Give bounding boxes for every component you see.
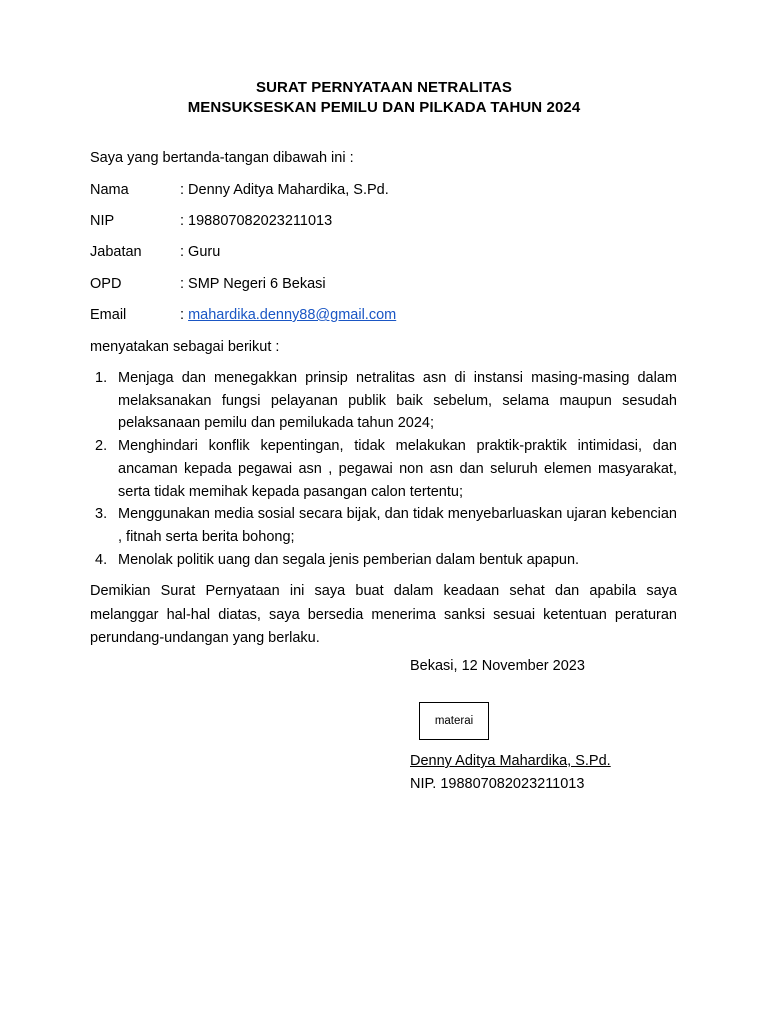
- list-item: [90, 549, 677, 572]
- field-value: : Denny Aditya Mahardika, S.Pd.: [180, 182, 389, 198]
- list-item: [90, 503, 677, 548]
- list-item-number: 4.: [95, 551, 108, 568]
- list-item-number: 1.: [95, 370, 108, 386]
- list-item-number: 3.: [95, 506, 108, 523]
- statement-intro: menyatakan sebagai berikut :: [90, 339, 280, 355]
- list-item-text: Menjaga dan menegakkan prinsip netralitas asn di instansi masing-masing dalam melaksanakan fungsi pelayanan publik baik sebelum, selama maupun sesudah pelaksanaan pemilu dan pemilukada tahun 2024;: [118, 370, 677, 432]
- place-date: Bekasi, 12 November 2023: [410, 658, 585, 674]
- list-item-number: 2.: [95, 438, 108, 455]
- field-label: Nama: [90, 182, 129, 198]
- statement-list: [90, 367, 677, 571]
- field-value: : Guru: [180, 244, 221, 260]
- closing-paragraph: Demikian Surat Pernyataan ini saya buat dalam keadaan sehat dan apabila saya melanggar hal-hal diatas, saya bersedia menerima sanksi sesuai ketentuan peraturan perundang-undangan yang berlaku.: [90, 583, 677, 646]
- field-value: : 198807082023211013: [180, 213, 333, 229]
- document-title-line-1: SURAT PERNYATAAN NETRALITAS: [255, 79, 513, 96]
- field-label: OPD: [90, 276, 122, 292]
- field-value: : SMP Negeri 6 Bekasi: [180, 276, 326, 292]
- field-label: Email: [90, 307, 127, 323]
- materai-stamp-box: [419, 702, 489, 740]
- list-item-text: Menggunakan media sosial secara bijak, dan tidak menyebarluaskan ujaran kebencian , fitnah serta berita bohong;: [118, 506, 677, 545]
- list-item: [90, 367, 677, 435]
- list-item-text: Menolak politik uang dan segala jenis pemberian dalam bentuk apapun.: [118, 551, 580, 568]
- email-link[interactable]: mahardika.denny88@gmail.com: [188, 307, 397, 323]
- list-item-text: Menghindari konflik kepentingan, tidak melakukan praktik-praktik intimidasi, dan ancaman kepada pegawai asn , pegawai non asn dan seluruh elemen masyarakat, serta tidak memihak kepada pasangan calon tertentu;: [118, 438, 677, 500]
- intro-text: Saya yang bertanda-tangan dibawah ini :: [90, 150, 354, 166]
- materai-label: materai: [434, 715, 474, 727]
- field-value-wrapper: [180, 307, 396, 323]
- field-label: NIP: [90, 213, 115, 229]
- signer-nip: NIP. 198807082023211013: [410, 776, 585, 792]
- list-item: [90, 435, 677, 503]
- email-colon: :: [180, 307, 189, 323]
- signer-name: Denny Aditya Mahardika, S.Pd.: [410, 753, 611, 769]
- field-label: Jabatan: [90, 244, 142, 260]
- document-title-line-2: MENSUKSESKAN PEMILU DAN PILKADA TAHUN 2024: [187, 99, 581, 116]
